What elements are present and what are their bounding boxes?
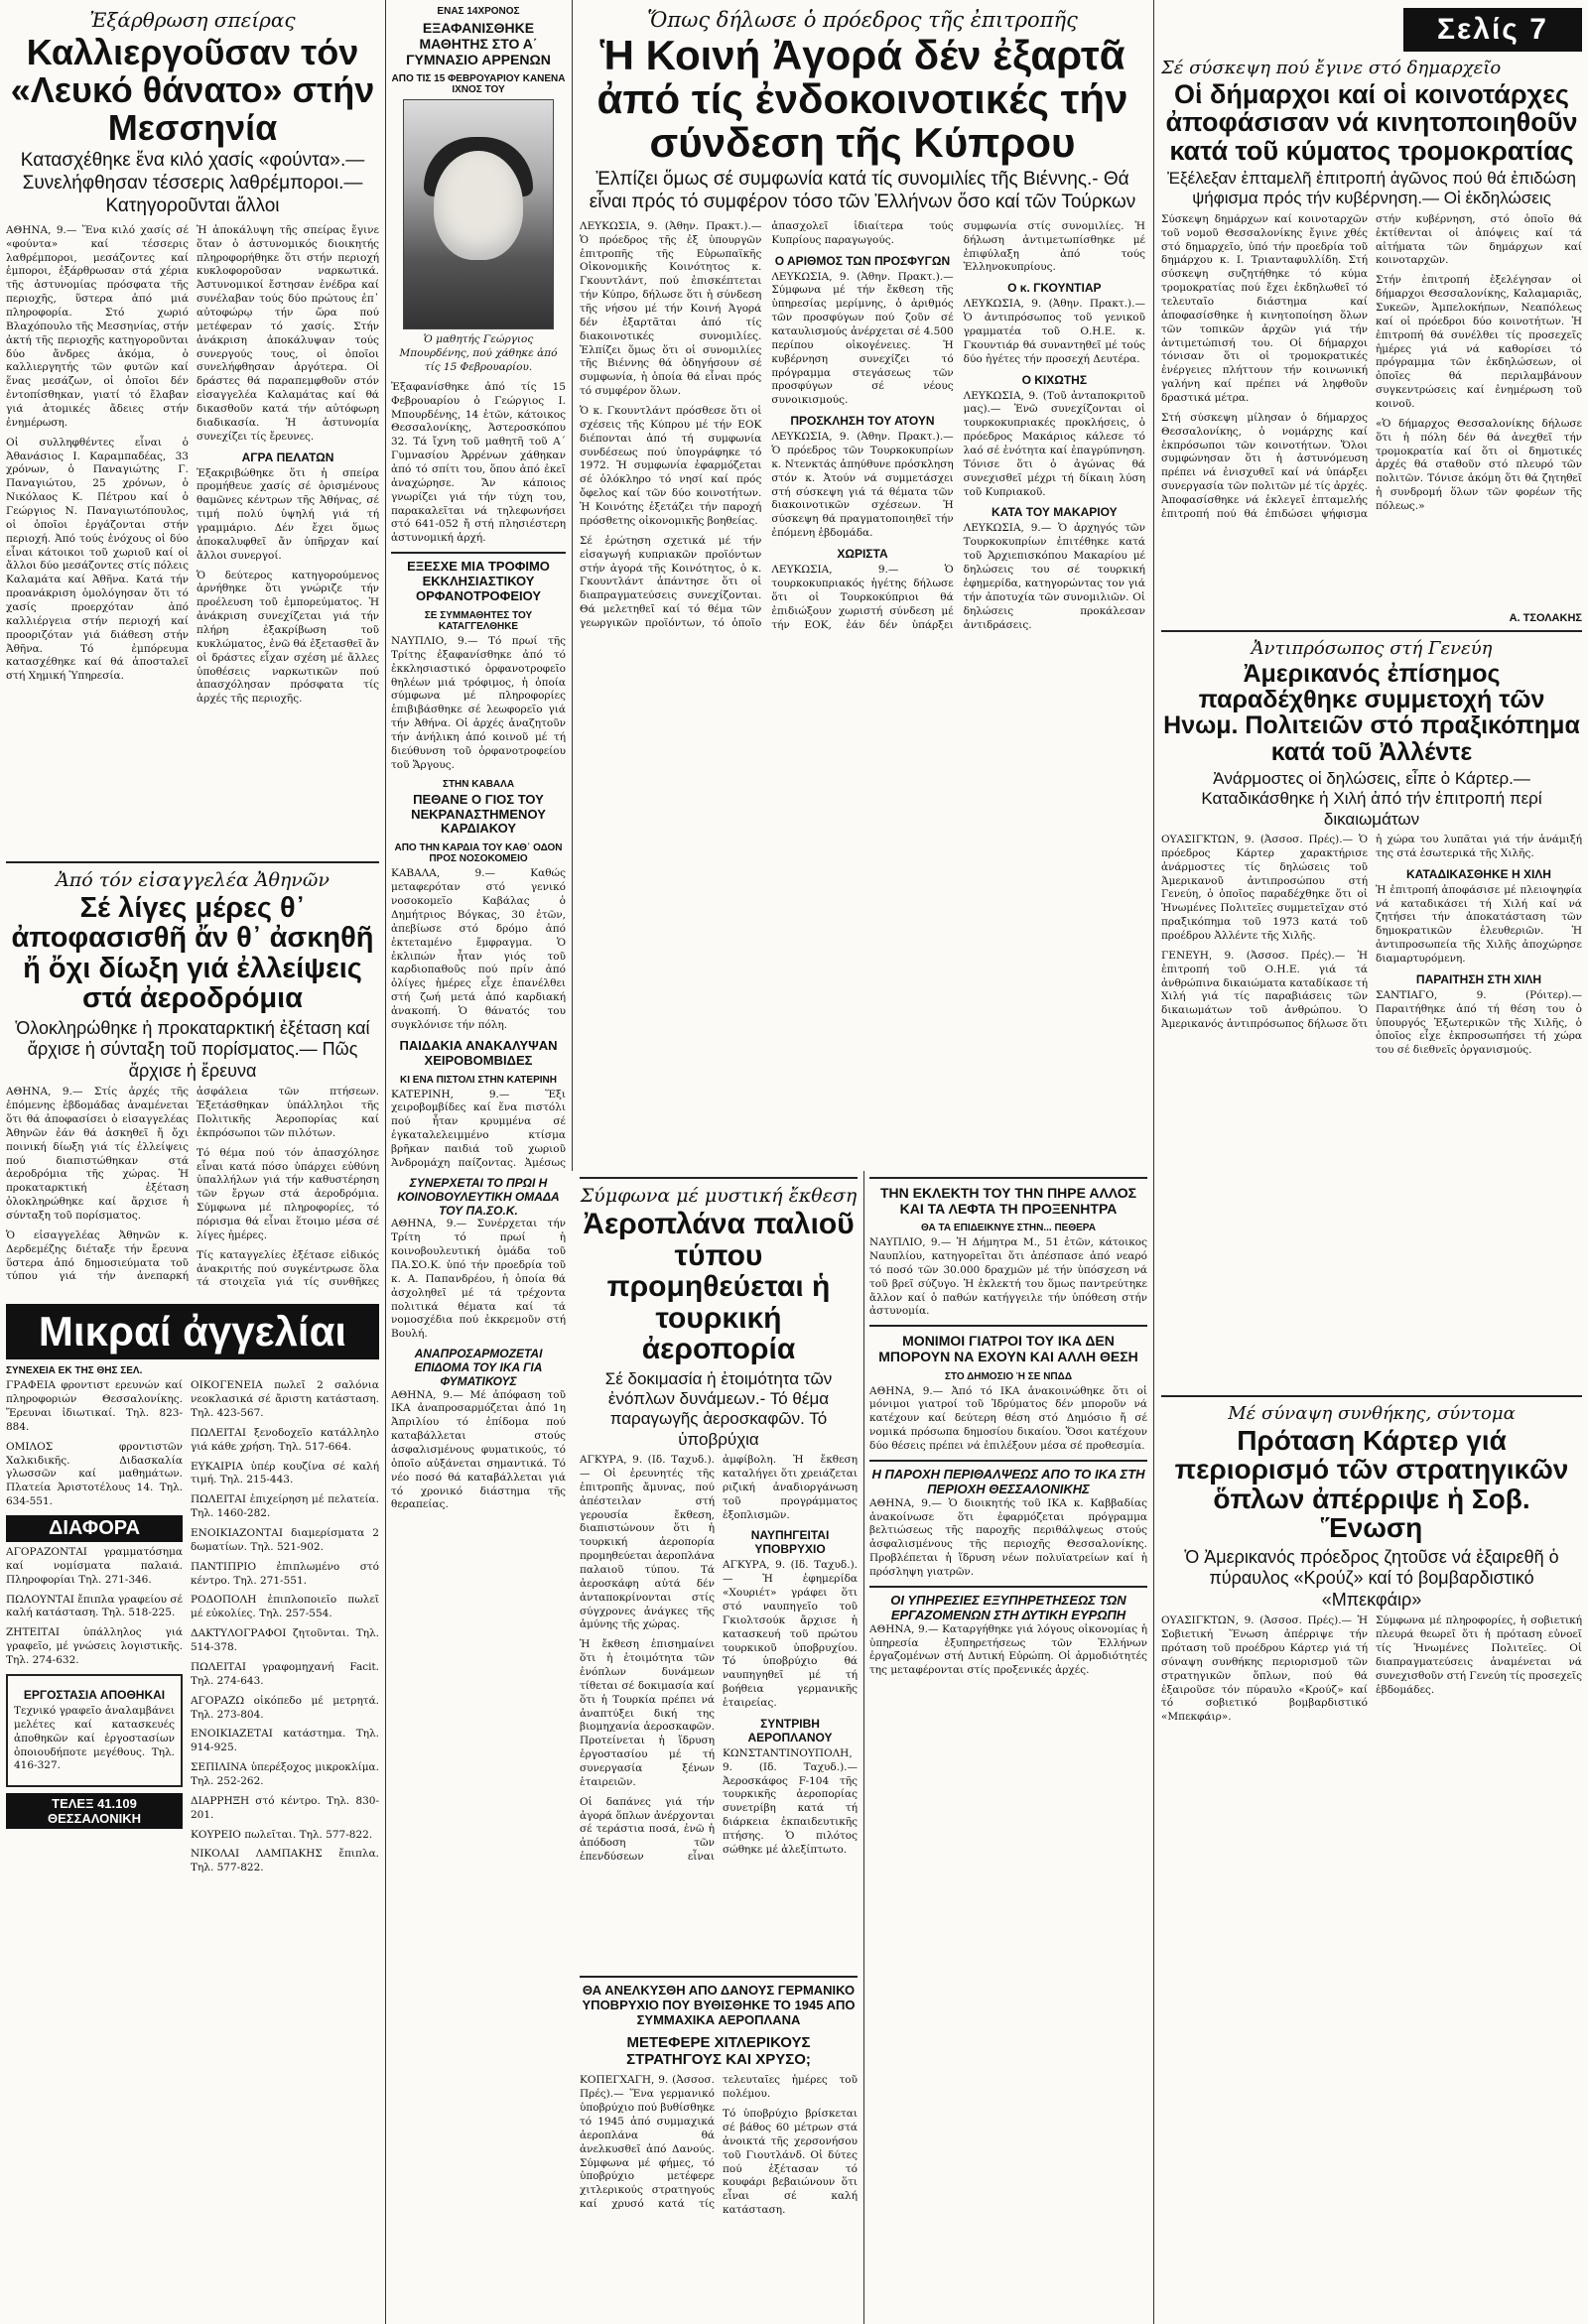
classified-title: Μικραί ἀγγελίαι (6, 1304, 379, 1359)
section-heading: ΠΡΟΣΚΛΗΣΗ ΤΟΥ ΑΤΟΥΝ (790, 414, 935, 429)
brief-headline: ΟΙ ΥΠΗΡΕΣΙΕΣ ΕΞΥΠΗΡΕΤΗΣΕΩΣ ΤΩΝ ΕΡΓΑΖΟΜΕΝΩΝ ΣΤΗ ΔΥΤΙΚΗ ΕΥΡΩΠΗ (890, 1592, 1126, 1622)
article-body (1161, 1614, 1582, 1912)
classified-ad: ΕΥΚΑΙΡΙΑ ὑπέρ κουζίνα σέ καλή τιμή. Τηλ. 215-443. (191, 1460, 379, 1486)
brief-headline: Η ΠΑΡΟΧΗ ΠΕΡΙΘΑΛΨΕΩΣ ΑΠΟ ΤΟ ΙΚΑ ΣΤΗ ΠΕΡΙΟΧΗ ΘΕΣΣΑΛΟΝΙΚΗΣ (871, 1466, 1145, 1496)
article-subhead: Ὁλοκληρώθηκε ἡ προκαταρκτική ἐξέταση καί ἄρχισε ἡ σύνταξη τοῦ πορίσματος.— Πῶς ἄρχισε ἡ ἔρευνα (15, 1017, 370, 1081)
article-paragraph: ΚΑΤΕΡΙΝΗ, 9.— Ἕξι χειροβομβίδες καί ἕνα πιστόλι πού ἦταν κρυμμένα σέ ἐγκαταλελειμμένο κτίσμα βρῆκαν παιδιά τοῦ χωριοῦ Ἀνδρομάχη παίζοντας. Ἀμέσως (391, 1088, 566, 1169)
classified-ad: ΕΝΟΙΚΙΑΖΟΝΤΑΙ διαμερίσματα 2 δωματίων. Τηλ. 521-902. (191, 1527, 379, 1553)
article-paragraph: Σέ ἐρώτηση σχετικά μέ τήν εἰσαγωγή κυπριακῶν προϊόντων στήν ἀγορά τῆς Κοινότητος, ὁ κ. Γκουντλάντ ἀπάντησε ὅτι οἱ διαπραγματεύσεις συνεχίζονται. Θά μελετηθεῖ καί τό θέμα τῶν γεωργικῶν προϊόντων, τό ὁποῖο ἀπασχολεῖ ἰδιαίτερα τούς Κυπρίους παραγωγούς. (580, 219, 954, 629)
divider (1161, 630, 1582, 632)
article-headline: Πρόταση Κάρτερ γιά περιορισμό τῶν στρατηγικῶν ὅπλων ἀπέρριψε ἡ Σοβ. Ἕνωση (1174, 1424, 1569, 1544)
brief-headline: ΠΕΘΑΝΕ Ο ΓΙΟΣ ΤΟΥ ΝΕΚΡΑΝΑΣΤΗΜΕΝΟΥ ΚΑΡΔΙΑΚΟΥ (411, 791, 546, 837)
article-paragraph: ΝΑΥΠΛΙΟ, 9.— Τό πρωί τῆς Τρίτης ἐξαφανίσθηκε ἀπό τό ἐκκλησιαστικό ὀρφανοτροφεῖο θηλέων μιά τρόφιμος, ἡ ὁποία σύμφωνα μέ πληροφορίες ἐπιβιβάσθηκε σέ λεωφορεῖο γιά τήν Ἀθήνα. Οἱ ἀρχές ἀναζητοῦν τήν ἀνήλικη ἀπό κοινοῦ μέ τή διεύθυνση τοῦ ὀρφανοτροφείου τοῦ Ἄργους. (391, 634, 566, 771)
article-paragraph: Ἡ ἐπιτροπή ἀποφάσισε μέ πλειοψηφία νά καταδικάσει τή Χιλή καί νά ζητήσει τήν ἀποκατάσταση τῶν δημοκρατικῶν ἐλευθεριῶν. Ἡ ἀντιπροσωπεία τῆς Χιλῆς ἀποχώρησε διαμαρτυρόμενη. (1376, 883, 1582, 965)
right-column (1161, 0, 1582, 2324)
section-heading: ΑΓΡΑ ΠΕΛΑΤΩΝ (241, 450, 334, 464)
divider (6, 861, 379, 863)
article-subhead: Ἀνάρμοστες οἱ δηλώσεις, εἶπε ὁ Κάρτερ.— Καταδικάσθηκε ἡ Χιλή ἀπό τήν ἐπιτροπή περί δικαιωμάτων (1201, 768, 1542, 829)
article-kicker: Ὅπως δήλωσε ὁ πρόεδρος τῆς ἐπιτροπῆς (647, 8, 1078, 32)
article-paragraph: Τό ὑποβρύχιο βρίσκεται σέ βάθος 60 μέτρων στά ἀνοικτά τῆς χερσονήσου τοῦ Γιουτλάνδ. Οἱ δύτες πού ἐξέτασαν τό κουφάρι βεβαιώνουν ὅτι εἶναι σέ καλή κατάσταση. (723, 2108, 858, 2217)
brief-headline: ΑΝΑΠΡΟΣΑΡΜΟΖΕΤΑΙ ΕΠΙΔΟΜΑ ΤΟΥ ΙΚΑ ΓΙΑ ΦΥΜΑΤΙΚΟΥΣ (414, 1347, 543, 1388)
center-column (580, 0, 1145, 1171)
article-paragraph: Οἱ δαπάνες γιά τήν ἀγορά ὅπλων ἀνέρχονται σέ τεράστια ποσά, ἐνῶ ἡ ἀπόδοση τῶν ἐπενδύσεων εἶναι ἀμφίβολη. Ἡ ἔκθεση καταλήγει ὅτι χρειάζεται ριζική ἀναδιοργάνωση τοῦ προγράμματος ἐξοπλισμῶν. (580, 1454, 858, 1864)
article-body (6, 1086, 379, 1296)
column-rule (385, 0, 386, 2324)
brief-headline: ΜΟΝΙΜΟΙ ΓΙΑΤΡΟΙ ΤΟΥ ΙΚΑ ΔΕΝ ΜΠΟΡΟΥΝ ΝΑ ΕΧΟΥΝ ΚΑΙ ΑΛΛΗ ΘΕΣΗ (878, 1333, 1138, 1365)
article-paragraph: ΑΘΗΝΑ, 9.— Συνέρχεται τήν Τρίτη τό πρωί ἡ κοινοβουλευτική ὁμάδα τοῦ ΠΑ.ΣΟ.Κ. ὑπό τήν προεδρία τοῦ κ. Α. Παπανδρέου, ἡ ὁποία θά ἀσχοληθεῖ μέ τά τρέχοντα πολιτικά θέματα καί τά νομοσχέδια πού ἐκκρεμοῦν στή Βουλή. (391, 1218, 566, 1341)
article-paragraph: ΣΑΝΤΙΑΓΟ, 9. (Ρόιτερ).— Παραιτήθηκε ἀπό τή θέση του ὁ ὑπουργός Ἐξωτερικῶν τῆς Χιλῆς, ὁ ὁποῖος εἶχε ἐκπροσωπήσει τή χώρα του σέ διεθνεῖς ὀργανισμούς. (1376, 988, 1582, 1057)
brief-headline: ΕΞΑΦΑΝΙΣΘΗΚΕ ΜΑΘΗΤΗΣ ΣΤΟ Α΄ ΓΥΜΝΑΣΙΟ ΑΡΡΕΝΩΝ (406, 20, 551, 68)
article-subhead: Ὁ Ἀμερικανός πρόεδρος ζητοῦσε νά ἐξαιρεθῆ ὁ πύραυλος «Κρούζ» καί τό βομβαρδιστικό «Μπεκφάιρ» (1184, 1546, 1559, 1610)
article-paragraph: ΓΕΝΕΥΗ, 9. (Ἀσσοσ. Πρές).— Ἡ ἐπιτροπή τοῦ Ο.Η.Ε. γιά τά ἀνθρώπινα δικαιώματα καταδίκασε τή Χιλή γιά τίς παραβιάσεις τῶν δικαιωμάτων τοῦ ἀνθρώπου. Ὁ Ἀμερικανός ἀντιπρόσωπος δήλωσε ὅτι ἡ χώρα του λυπᾶται γιά τήν ἀνάμιξή της στά ἐσωτερικά τῆς Χιλῆς. (1161, 833, 1582, 1031)
briefs-column (869, 1171, 1147, 2324)
article-subhead: Σέ δοκιμασία ἡ ἑτοιμότητα τῶν ἐνόπλων δυνάμεων.- Τό θέμα παραγωγῆς ἀεροσκαφῶν. Τό ὑποβρύχια (604, 1368, 833, 1449)
article-body (6, 224, 379, 855)
article-paragraph: Ὁ δεύτερος κατηγορούμενος ἀρνήθηκε ὅτι γνώριζε τήν προέλευση τοῦ ἐμπορεύματος. Ἡ ἀνάκριση συνεχίζεται γιά τήν πλήρη ἐξακρίβωση τοῦ κυκλώματος, ἐνῶ θά ἐξετασθεῖ ἄν οἱ δράστες εἶχαν σχέση μέ ἄλλες ὑποθέσεις ναρκωτικῶν πού ἀπασχόλησαν πρόσφατα τίς ἀρχές τῆς περιοχῆς. (197, 569, 379, 706)
article-kicker: Σέ σύσκεψη πού ἔγινε στό δημαρχεῖο (1161, 58, 1502, 78)
classified-ad: ΠΑΝΤΙΠΡΙΟ ἐπιπλωμένο στό κέντρο. Τηλ. 271-551. (191, 1560, 379, 1587)
article-paragraph: Στή σύσκεψη μίλησαν ὁ δήμαρχος Θεσσαλονίκης, ὁ νομάρχης καί ἐκπρόσωποι τῶν κοινοτήτων. Ὅλοι συμφώνησαν ὅτι ἡ ἀστυνόμευση πρέπει νά ἐνισχυθεῖ καί νά ὑπάρξει συνεργασία τῶν πολιτῶν μέ τίς ἀρχές. Ἀποφασίσθηκε νά ἐκλεγεῖ ἐπταμελής ἐπιτροπή πού θά ἐπιδώσει ψήφισμα στήν κυβέρνηση, στό ὁποῖο θά ἐκτίθενται οἱ ἀπόψεις καί τά αἰτήματα τῶν δημάρχων καί κοινοταρχῶν. (1161, 212, 1582, 520)
article-paragraph: ΑΓΚΥΡΑ, 9. (Ιδ. Ταχυδ.).— Οἱ ἐρευνητές τῆς ἐπιτροπῆς ἄμυνας, πού ἀπέστειλαν στή γερουσία ἔκθεση, διαπιστώνουν ὅτι ἡ τουρκική ἀεροπορία προμηθεύεται ἀεροπλάνα παλαιοῦ τύπου. Τά ἀεροσκάφη αὐτά δέν ἀνταποκρίνονται στίς σύγχρονες ἀνάγκες τῆς ἀμύνης τῆς χώρας. (580, 1454, 715, 1631)
section-heading: ΧΩΡΙΣΤΑ (837, 547, 888, 562)
article-paragraph: Οἱ συλληφθέντες εἶναι ὁ Ἀθανάσιος Ι. Καραμπαδέας, 33 χρόνων, ὁ Παναγιώτης Γ. Παναγιώτου, 25 χρόνων, ὁ Νικόλαος Κ. Πέτρου καί ὁ Γεώργιος Ν. Παναγιωτόπουλος, οἱ ὁποῖοι ἐργάζονται στήν περιοχή. Ἀπό τούς ἐνόχους οἱ δύο εἶναι κάτοικοι τοῦ χωριοῦ καί οἱ ἄλλοι δύο μεσάζοντες στίς πόλεις Καλαμάτα καί Ἀθῆνα. Κατά τήν προανάκριση ὁμολόγησαν ὅτι τό χασίς προερχόταν ἀπό καλλιέργεια στήν περιοχή καί προοριζόταν γιά διάθεση στήν Ἀθῆνα. Τό ἐμπόρευμα κατασχέθηκε καί θά ἀποσταλεῖ στή Χημική Ὑπηρεσία. (6, 436, 189, 683)
article-headline: Οἱ δήμαρχοι καί οἱ κοινοτάρχες ἀποφάσισαν νά κινητοποιηθοῦν κατά τοῦ κύματος τρομοκρατίας (1165, 79, 1578, 166)
article-subhead: Ἐλπίζει ὅμως σέ συμφωνία κατά τίς συνομιλίες τῆς Βιέννης.- Θά εἶναι πρός τό συμφέρον τόσο τῶν Ἑλλήνων ὅσο καί τῶν Τούρκων (589, 169, 1136, 213)
article-headline: Σέ λίγες μέρες θ᾽ ἀποφασισθῆ ἄν θ᾽ ἀσκηθῆ ἤ ὄχι δίωξη γιά ἐλλείψεις στά ἀεροδρόμια (11, 891, 374, 1015)
classified-column (191, 1379, 379, 1881)
brief-headline: ΠΑΙΔΑΚΙΑ ΑΝΑΚΑΛΥΨΑΝ ΧΕΙΡΟΒΟΜΒΙΔΕΣ (399, 1037, 558, 1068)
article-kicker: Μέ σύναψη συνθήκης, σύντομα (1228, 1402, 1516, 1424)
section-heading: Ο ΚΙΧΩΤΗΣ (1021, 372, 1088, 387)
classified-ads (6, 1379, 379, 1881)
masthead-area (1161, 0, 1582, 58)
article-body (1161, 834, 1582, 1389)
narrow-column-lower (391, 1171, 566, 2324)
column-rule (572, 0, 573, 1171)
article-paragraph: ΛΕΥΚΩΣΙΑ, 9. (Ἀθην. Πρακτ.).— Σύμφωνα μέ τήν ἔκθεση τῆς ὑπηρεσίας μερίμνης, ὁ ἀριθμός τῶν προσφύγων πού ζοῦν σέ καταυλισμούς ἀνέρχεται σέ 4.500 περίπου οἰκογένειες. Ἡ κυβέρνηση συνεχίζει τό πρόγραμμα στεγάσεως τῶν προσφύγων σέ νέους συνοικισμούς. (771, 270, 954, 407)
divider (869, 1586, 1147, 1588)
classified-ad: ΝΙΚΟΛΑΙ ΛΑΜΠΑΚΗΣ ἔπιπλα. Τηλ. 577-822. (191, 1848, 379, 1874)
article-paragraph: Σύμφωνα μέ πληροφορίες, ἡ σοβιετική πλευρά θεωρεῖ ὅτι ἡ πρόταση εὐνοεῖ τίς Ἡνωμένες Πολιτεῖες. Οἱ διαπραγματεύσεις ἀναμένεται νά συνεχισθοῦν στή Γενεύη τίς προσεχεῖς ἑβδομάδες. (1376, 1614, 1582, 1696)
classified-ad: ΔΑΚΤΥΛΟΓΡΑΦΟΙ ζητοῦνται. Τηλ. 514-378. (191, 1627, 379, 1654)
classified-ad: ΠΩΛΕΙΤΑΙ ξενοδοχεῖο κατάλληλο γιά κάθε χρήση. Τηλ. 517-664. (191, 1426, 379, 1453)
divider (869, 1177, 1147, 1179)
brief-subhead: ΣΤΟ ΔΗΜΟΣΙΟ Ή ΣΕ ΝΠΔΔ (944, 1370, 1073, 1382)
article-paragraph: Ὁ εἰσαγγελέας Ἀθηνῶν κ. Δερδεμέζης διέταξε τήν ἔρευνα ὕστερα ἀπό δημοσιεύματα τοῦ τύπου γιά τήν ἀνεπαρκή ἀσφάλεια τῶν πτήσεων. Ἐξετάσθηκαν ὑπάλληλοι τῆς Πολιτικῆς Ἀεροπορίας καί ἐκπρόσωποι τῶν πιλότων. (6, 1086, 379, 1283)
classified-ad: ΓΡΑΦΕΙΑ φροντιστ ερευνών καί πληροφοριών Θεσσαλονίκης. Ἔρευναι ἰδιωτικαί. Τηλ. 823-884. (6, 1379, 183, 1433)
article-paragraph: ΑΘΗΝΑ, 9.— Στίς ἀρχές τῆς ἐπόμενης ἑβδομάδας ἀναμένεται ὅτι θά ἀποφασίσει ὁ εἰσαγγελέας Ἀθηνῶν ἐάν θά ἀσκηθεῖ ἤ ὄχι ποινική δίωξη γιά τίς ἐλλείψεις πού διαπιστώθηκαν στά ἀεροδρόμια τῆς χώρας. Ἡ προκαταρκτική ἐξέταση ὁλοκληρώθηκε καί ἄρχισε ἡ σύνταξη τοῦ πορίσματος. (6, 1086, 189, 1223)
article-kicker: Ἀπό τόν εἰσαγγελέα Ἀθηνῶν (56, 868, 330, 891)
column-rule (863, 1171, 864, 2324)
ad-box-title: ΕΡΓΟΣΤΑΣΙΑ ΑΠΟΘΗΚΑΙ (23, 1687, 166, 1702)
classified-ad: ΚΟΥΡΕΙΟ πωλεῖται. Τηλ. 577-822. (191, 1828, 373, 1841)
article-paragraph: Ἐξαφανίσθηκε ἀπό τίς 15 Φεβρουαρίου ὁ Γεώργιος Ι. Μπουρδένης, 14 ἐτῶν, κάτοικος Θεσσαλονίκης, Ἀστεροσκόπου 32. Τά ἴχνη τοῦ μαθητῆ τοῦ Α΄ Γυμνασίου Ἀρρένων χάθηκαν ἀπό τό σπίτι του, ὅπου ἀπό ἐκεῖ ἀναχώρησε. Ἄν κάποιος γνωρίζει γιά τήν τύχη του, παρακαλεῖται νά τηλεφωνήσει στό 641-052 ἤ στή πλησιέστερη ἀστυνομική ἀρχή. (391, 380, 566, 545)
article-kicker: Σύμφωνα μέ μυστική ἔκθεση (580, 1185, 858, 1207)
article-paragraph: ΑΘΗΝΑ, 9.— Ἕνα κιλό χασίς σέ «φούντα» καί τέσσερις λαθρέμποροι, μεσάζοντες καί ἐμποροι, ἐξάρθρωσαν στά χέρια τῆς ἀστυνομίας πρόσφατα τῆς περιοχῆς, ὕστερα ἀπό μιά πληροφορία. Στό χωριό Βλαχόπουλο τῆς Μεσσηνίας, στήν ἀκτή τῆς περιοχῆς κατηγοροῦνται δύο ἄνδρες ἀκόμα, ὁ καλλιεργητής τῶν φυτῶν καί ἕνας μεσάζων, οἱ ὁποῖοι δέν ἐντοπίσθηκαν, γιατί τό ἔλαβαν γιά ἀτομικές ἄδειες στήν ἐνημέρωση. (6, 223, 189, 429)
article-paragraph: ΑΘΗΝΑ, 9.— Ἀπό τό ΙΚΑ ἀνακοινώθηκε ὅτι οἱ μόνιμοι γιατροί τοῦ Ἱδρύματος δέν μποροῦν νά κατέχουν καί δεύτερη θέση στό Δημόσιο ἤ σέ νομικά πρόσωπα δημοσίου δικαίου. Ὅσοι κατέχουν δύο θέσεις πρέπει νά ἐπιλέξουν μέσα σέ προθεσμία. (869, 1384, 1147, 1452)
divider (869, 1325, 1147, 1327)
classified-continuation: ΣΥΝΕΧΕΙΑ ΕΚ ΤΗΣ ΘΗΣ ΣΕΛ. (6, 1365, 143, 1377)
classified-column (6, 1379, 183, 1881)
student-photo (403, 99, 554, 329)
article-paragraph: Τίς καταγγελίες ἐξέτασε εἰδικός ἀνακριτής πού συγκέντρωσε ὅλα τά στοιχεῖα γιά τίς συνθῆκες (197, 1248, 379, 1289)
article-headline: Καλλιεργοῦσαν τόν «Λευκό θάνατο» στήν Μεσσηνία (10, 32, 375, 148)
divider (580, 1177, 858, 1179)
section-heading: ΠΑΡΑΙΤΗΣΗ ΣΤΗ ΧΙΛΗ (1415, 971, 1542, 986)
ad-box-body: Τεχνικό γραφεῖο ἀναλαμβάνει μελέτες καί κατασκευές ἀποθηκῶν καί ἐργοστασίων ὁποιουδήποτε μεγέθους. Τηλ. 416-327. (14, 1704, 175, 1772)
article-headline: Ἡ Κοινή Ἀγορά δέν ἐξαρτᾶ ἀπό τίς ἐνδοκοινοτικές τήν σύνδεση τῆς Κύπρου (596, 32, 1128, 167)
article-paragraph: ΑΘΗΝΑ, 9.— Καταργήθηκε γιά λόγους οἰκονομίας ἡ ὑπηρεσία ἐξυπηρετήσεως τῶν Ἑλλήνων ἐργαζομένων στή Δυτική Εὐρώπη. Οἱ ἁρμοδιότητές της μεταφέρονται στίς προξενικές ἀρχές. (869, 1622, 1147, 1677)
article-paragraph: ΝΑΥΠΛΙΟ, 9.— Ἡ Δήμητρα Μ., 51 ἐτῶν, κάτοικος Ναυπλίου, κατηγορεῖται ὅτι ἀπέσπασε ἀπό νεαρό τό ποσό τῶν 30.000 δραχμῶν μέ τήν ὑπόσχεση νά τοῦ βρεῖ σύζυγο. Ἡ ἐκλεκτή του ὅμως παντρεύτηκε ἄλλον καί ὁ παθών κατήγγειλε τήν ὑπόθεση στήν ἀστυνομία. (869, 1236, 1147, 1318)
classified-ad: ΠΩΛΕΙΤΑΙ γραφομηχανή Facit. Τηλ. 274-643. (191, 1660, 379, 1687)
divider (580, 1976, 858, 1978)
article-paragraph: ΛΕΥΚΩΣΙΑ, 9. (Ἀθην. Πρακτ.).— Ὁ πρόεδρος τῶν Τουρκοκυπρίων κ. Ντενκτάς ἀπηύθυνε πρόσκληση στόν κ. Ἀτούν νά συμμετάσχει στή σύσκεψη γιά τά θέματα τῶν διακοινοτικῶν σχέσεων. Ἡ σύσκεψη θά πραγματοποιηθεῖ τήν ἐπόμενη ἑβδομάδα. (771, 431, 954, 540)
section-heading: ΚΑΤΑΔΙΚΑΣΘΗΚΕ Η ΧΙΛΗ (1406, 866, 1551, 881)
telex-footer: ΤΕΛΕΞ 41.109 ΘΕΣΣΑΛΟΝΙΚΗ (6, 1793, 183, 1829)
article-headline: Ἀεροπλάνα παλιοῦ τύπου προμηθεύεται ἡ τουρκική ἀεροπορία (583, 1208, 855, 1365)
classified-ad: ΑΓΟΡΑΖΩ οἰκόπεδο μέ μετρητά. Τηλ. 273-804. (191, 1694, 379, 1721)
page-number-badge: Σελίς 7 (1403, 8, 1582, 52)
brief-subhead: ΜΕΤΕΦΕΡΕ ΧΙΤΛΕΡΙΚΟΥΣ ΣΤΡΑΤΗΓΟΥΣ ΚΑΙ ΧΡΥΣΟ; (626, 2033, 811, 2069)
article-subhead: Ἐξέλεξαν ἐπταμελῆ ἐπιτροπή ἀγῶνος πού θά ἐπιδώση ψήφισμα πρός τήν κυβέρνηση.— Οἱ ἐκδηλώσεις (1167, 169, 1576, 208)
article-body (580, 1454, 858, 1970)
classified-ad: ΕΝΟΙΚΙΑΖΕΤΑΙ κατάστημα. Τηλ. 914-925. (191, 1728, 379, 1754)
photo-caption: Ὁ μαθητής Γεώργιος Μπουρδένης, πού χάθηκε ἀπό τίς 15 Φεβρουαρίου. (399, 333, 558, 373)
classified-ad: ΠΩΛΟΥΝΤΑΙ ἔπιπλα γραφείου σέ καλή κατάσταση. Τηλ. 518-225. (6, 1593, 183, 1619)
aero-article (580, 1171, 858, 2324)
classified-ad: ΟΙΚΟΓΕΝΕΙΑ πωλεῖ 2 σαλόνια νεοκλασικά σέ ἄριστη κατάσταση. Τηλ. 423-567. (191, 1379, 379, 1420)
brief-subhead: ΑΠΟ ΤΗΝ ΚΑΡΔΙΑ ΤΟΥ ΚΑΘ᾽ ΟΔΟΝ ΠΡΟΣ ΝΟΣΟΚΟΜΕΙΟ (394, 842, 563, 865)
classified-ad: ΖΗΤΕΙΤΑΙ ὑπάλληλος γιά γραφεῖο, μέ γνώσεις λογιστικῆς. Τηλ. 274-632. (6, 1626, 183, 1667)
article-subhead: Κατασχέθηκε ἕνα κιλό χασίς «φούντα».— Συνελήφθησαν τέσσερις λαθρέμποροι.— Κατηγοροῦνται ἄλλοι (20, 150, 365, 216)
photo-face (434, 151, 523, 260)
dateline-heading: ΣΤΗΝ ΚΑΒΑΛΑ (442, 778, 515, 790)
brief-headline: ΕΞΕΣΧΕ ΜΙΑ ΤΡΟΦΙΜΟ ΕΚΚΛΗΣΙΑΣΤΙΚΟΥ ΟΡΦΑΝΟΤΡΟΦΕΙΟΥ (407, 559, 550, 604)
article-paragraph: Σύσκεψη δημάρχων καί κοινοταρχῶν τοῦ νομοῦ Θεσσαλονίκης ἔγινε χθές στό δημαρχεῖο, ὑπό τήν προεδρία τοῦ δημάρχου κ. Ι. Τριανταφυλλίδη. Στή σύσκεψη συζητήθηκε τό κύμα τρομοκρατίας πού ἔχει ἐκδηλωθεῖ τό τελευταῖο διάστημα καί ἀποφασίσθηκε ἡ κινητοποίηση ὅλων τῶν τοπικῶν ἀρχῶν γιά τήν ἀντιμετώπισή του. Οἱ δήμαρχοι τόνισαν ὅτι οἱ τρομοκρατικές ἐνέργειες πλήττουν τήν κοινωνική γαλήνη καί πρέπει νά ληφθοῦν δραστικά μέτρα. (1161, 212, 1368, 404)
brief-subhead: ΚΙ ΕΝΑ ΠΙΣΤΟΛΙ ΣΤΗΝ ΚΑΤΕΡΙΝΗ (400, 1074, 557, 1086)
article-paragraph: ΟΥΑΣΙΓΚΤΩΝ, 9. (Ἀσσοσ. Πρές).— Ὁ πρόεδρος Κάρτερ χαρακτήρισε ἀνάρμοστες τίς δηλώσεις τοῦ Ἀμερικανοῦ ἀντιπροσώπου στή Γενεύη, ὁ ὁποῖος παραδέχθηκε ὅτι οἱ Ἡνωμένες Πολιτεῖες συμμετεῖχαν στό πραξικόπημα τοῦ 1973 κατά τοῦ προέδρου Ἀλλέντε τῆς Χιλῆς. (1161, 833, 1368, 942)
article-body (1161, 213, 1582, 610)
left-column (6, 0, 379, 2324)
article-body (580, 2074, 858, 2272)
brief-headline: ΤΗΝ ΕΚΛΕΚΤΗ ΤΟΥ ΤΗΝ ΠΗΡΕ ΑΛΛΟΣ ΚΑΙ ΤΑ ΛΕΦΤΑ ΤΗ ΠΡΟΞΕΝΗΤΡΑ (879, 1185, 1137, 1218)
classified-ad: ΣΕΠΙΛΙΝΑ ὑπερέξοχος μικροκλίμα. Τηλ. 252-262. (191, 1761, 379, 1787)
article-paragraph: «Ὁ δήμαρχος Θεσσαλονίκης δήλωσε ὅτι ἡ πόλη δέν θά ἀνεχθεῖ τήν τρομοκρατία καί ὅτι οἱ δημοτικές ἀρχές θά σταθοῦν στό πλευρό τῶν πολιτῶν. Τόνισε ἀκόμη ὅτι θά ζητηθεῖ ἡ συνδρομή ὅλων τῶν φορέων τῆς πόλεως.» (1376, 417, 1582, 512)
article-paragraph: ΛΕΥΚΩΣΙΑ, 9. (Ἀθην. Πρακτ.).— Ὁ πρόεδρος τῆς ἐξ ὑπουργῶν ἐπιτροπῆς τῆς Εὐρωπαϊκῆς Οἰκονομικῆς Κοινότητος κ. Γκουντλάντ, πού ἐπισκέπτεται τήν Κύπρο, δήλωσε ὅτι ἡ σύνδεση τῆς νήσου μέ τήν Κοινή Ἀγορά δέν ἐξαρτᾶται ἀπό τίς διακοινοτικές συνομιλίες. Ἐλπίζει ὅμως ὅτι οἱ συνομιλίες τῆς Βιέννης θά ὁδηγήσουν σέ συμφωνία, ἡ ὁποία θά εἶναι πρός τό συμφέρον ὅλων. (580, 219, 762, 398)
divider (1161, 1395, 1582, 1397)
byline: Α. ΤΣΟΛΑΚΗΣ (1509, 611, 1582, 624)
article-paragraph: ΚΩΝΣΤΑΝΤΙΝΟΥΠΟΛΗ, 9. (Ιδ. Ταχυδ.).— Ἀεροσκάφος F-104 τῆς τουρκικῆς ἀεροπορίας συνετρίβη κατά τή διάρκεια ἐκπαιδευτικῆς πτήσης. Ὁ πιλότος σώθηκε μέ ἀλεξίπτωτο. (723, 1746, 858, 1856)
divider (391, 552, 566, 554)
article-paragraph: ΛΕΥΚΩΣΙΑ, 9.— Ὁ ἀρχηγός τῶν Τουρκοκυπρίων ἐπιτέθηκε κατά τοῦ Ἀρχιεπισκόπου Μακαρίου μέ δηλώσεις του σέ τουρκική ἐφημερίδα, κατηγορώντας τον γιά τήν ἀποτυχία τῶν συνομιλιῶν. Οἱ δηλώσεις προκάλεσαν ἀντιδράσεις. (963, 522, 1145, 631)
article-paragraph: ΟΥΑΣΙΓΚΤΩΝ, 9. (Ἀσσοσ. Πρές).— Ἡ Σοβιετική Ἕνωση ἀπέρριψε τήν πρόταση τοῦ προέδρου Κάρτερ γιά τή σύναψη συνθήκης περιορισμοῦ τῶν στρατηγικῶν ὅπλων, πού θά ἐξαιροῦσε τόν πύραυλο «Κρούζ» καί τό σοβιετικό βομβαρδιστικό «Μπεκφάιρ». (1161, 1614, 1368, 1724)
article-paragraph: ΚΑΒΑΛΑ, 9.— Καθώς μεταφερόταν στό γενικό νοσοκομεῖο Καβάλας ὁ Δημήτριος Βόγκας, 30 ἐτῶν, ἀπεβίωσε στό δρόμο ἀπό ἐκτεταμένο ἔμφραγμα. Ὁ ἐκλιπών ἦταν γιός τοῦ καρδιοπαθοῦς πού πρίν ἀπό ὀλίγες ἡμέρες εἶχε ἐπανέλθει στή ζωή μετά ἀπό καρδιακή ἀνακοπή. Ὁ θάνατός του συγκλόνισε τήν πόλη. (391, 867, 566, 1031)
classified-ad: ΔΙΑΡΡΗΞΗ στό κέντρο. Τηλ. 830-201. (191, 1794, 379, 1821)
classified-ad: ΠΩΛΕΙΤΑΙ ἐπιχείρηση μέ πελατεία. Τηλ. 1460-282. (191, 1493, 379, 1520)
section-heading: ΝΑΥΠΗΓΕΙΤΑΙ ΥΠΟΒΡΥΧΙΟ (750, 1528, 830, 1557)
article-paragraph: ΑΓΚΥΡΑ, 9. (Ιδ. Ταχυδ.).— Ἡ ἐφημερίδα «Χουριέτ» γράφει ὅτι στό ναυπηγεῖο τοῦ Γκιολτσούκ ἄρχισε ἡ κατασκευή τοῦ πρώτου τουρκικοῦ ὑποβρυχίου. Τό ὑποβρύχιο θά ναυπηγηθεῖ μέ τή βοήθεια γερμανικῆς ἑταιρείας. (723, 1559, 858, 1709)
divider (869, 1460, 1147, 1462)
classified-ad: ΟΜΙΛΟΣ φροντιστῶν Χαλκιδικῆς. Διδασκαλία γλωσσῶν καί μαθημάτων. Πλατεία Ἀριστοτέλους 14. Τηλ. 634-551. (6, 1440, 183, 1508)
article-body (580, 220, 1145, 1074)
section-heading: ΣΥΝΤΡΙΒΗ ΑΕΡΟΠΛΑΝΟΥ (747, 1716, 833, 1744)
article-paragraph: ΛΕΥΚΩΣΙΑ, 9. (Ἀθην. Πρακτ.).— Ὁ ἀντιπρόσωπος τοῦ γενικοῦ γραμματέα τοῦ Ο.Η.Ε. κ. Γκουντιάρ θά συναντηθεῖ μέ τούς δύο ἡγέτες τήν προσεχή Δευτέρα. (963, 298, 1145, 365)
article-headline: Ἀμερικανός ἐπίσημος παραδέχθηκε συμμετοχή τῶν Ηνωμ. Πολιτειῶν στό πραξικόπημα κατά τοῦ Ἀλλέντε (1163, 659, 1580, 766)
article-paragraph: Ὁ κ. Γκουντλάντ πρόσθεσε ὅτι οἱ σχέσεις τῆς Κύπρου μέ τήν ΕΟΚ διέπονται ἀπό τή συμφωνία συνδέσεως πού ὑπογράφηκε τό 1972. Ἡ συμφωνία ἐφαρμόζεται σέ ὁλόκληρο τό νησί καί πρός ὄφελος καί τῶν δύο κοινοτήτων. Ἡ Κοινότης ἐξετάζει τήν παροχή πρόσθετης οἰκονομικῆς βοηθείας. (580, 405, 762, 527)
brief-headline: ΣΥΝΕΡΧΕΤΑΙ ΤΟ ΠΡΩΙ Η ΚΟΙΝΟΒΟΥΛΕΥΤΙΚΗ ΟΜΑΔΑ ΤΟΥ ΠΑ.ΣΟ.Κ. (397, 1176, 560, 1218)
section-heading: ΚΑΤΑ ΤΟΥ ΜΑΚΑΡΙΟΥ (992, 505, 1118, 520)
classified-section-heading: ΔΙΑΦΟΡΑ (6, 1515, 183, 1542)
article-paragraph: Ἡ ἀποκάλυψη τῆς σπείρας ἔγινε ὅταν ὁ ἀστυνομικός διοικητής πληροφορήθηκε ὅτι στήν περιοχή κυκλοφοροῦσαν ναρκωτικά. Ἀστυνομικοί ἔστησαν ἐνέδρα καί συνέλαβαν τούς δύο πρώτους ἐπ᾽ αὐτοφώρῳ τήν ὥρα πού μετέφεραν τό χασίς. Στήν ἀνάκριση ἀποκάλυψαν τούς συνεργούς τους, οἱ ὁποῖοι συνελήφθησαν ἀργότερα. Οἱ δράστες θά παραπεμφθοῦν στόν εἰσαγγελέα Καλαμάτας καί θά δικασθοῦν κατά τήν αὐτόφωρη διαδικασία. Ἡ ἀστυνομία συνεχίζει τίς ἔρευνες. (197, 223, 379, 443)
article-paragraph: Τό θέμα πού τόν ἀπασχόλησε εἶναι κατά πόσο ὑπάρχει εὐθύνη ὑπαλλήλων γιά τήν καθυστέρηση τῶν ἔργων στά ἀεροδρόμια. Σύμφωνα μέ πληροφορίες, τό πόρισμα θά εἶναι ἕτοιμο μέσα σέ λίγες ἡμέρες. (197, 1146, 379, 1241)
article-paragraph: ΑΘΗΝΑ, 9.— Ὁ διοικητής τοῦ ΙΚΑ κ. Καββαδίας ἀνακοίνωσε ὅτι ἐφαρμόζεται πρόγραμμα βελτιώσεως τῆς παροχῆς περιθάλψεως στούς ἀσφαλισμένους τῆς περιοχῆς Θεσσαλονίκης. Προβλέπεται ἡ ἵδρυση νέων πολυϊατρείων καί ἡ πρόσληψη γιατρῶν. (869, 1496, 1147, 1578)
brief-subhead: ΣΕ ΣΥΜΜΑΘΗΤΕΣ ΤΟΥ ΚΑΤΑΓΓΕΛΘΗΚΕ (424, 609, 533, 632)
section-heading: Ο κ. ΓΚΟΥΝΤΙΑΡ (1007, 281, 1102, 296)
section-heading: Ο ΑΡΙΘΜΟΣ ΤΩΝ ΠΡΟΣΦΥΓΩΝ (774, 253, 951, 268)
article-paragraph: Στήν ἐπιτροπή ἐξελέγησαν οἱ δήμαρχοι Θεσσαλονίκης, Καλαμαριᾶς, Συκεῶν, Ἀμπελοκήπων, Νεαπόλεως καί οἱ πρόεδροι δύο κοινοτήτων. Ἡ ἐπιτροπή θά συνέλθει τίς προσεχεῖς ἡμέρες γιά νά καθορίσει τό πρόγραμμα τῶν ἐκδηλώσεων, οἱ ὁποῖες θά περιλαμβάνουν συγκεντρώσεις καί ἐνημέρωση τοῦ κοινοῦ. (1376, 274, 1582, 410)
brief-subhead: ΘΑ ΤΑ ΕΠΙΔΕΙΚΝΥΕ ΣΤΗΝ... ΠΕΘΕΡΑ (921, 1223, 1096, 1234)
article-paragraph: ΑΘΗΝΑ, 9.— Μέ ἀπόφαση τοῦ ΙΚΑ ἀναπροσαρμόζεται ἀπό 1η Ἀπριλίου τό ἐπίδομα πού καταβάλλεται στούς ἀσφαλισμένους φυματικούς, τό ὁποῖο αὐξάνεται σημαντικά. Τό νέο ποσό θά καταβάλλεται γιά τό χρονικό διάστημα τῆς θεραπείας. (391, 1388, 566, 1511)
column-rule (1153, 0, 1154, 2324)
brief-kicker: ΕΝΑΣ 14ΧΡΟΝΟΣ (437, 6, 520, 17)
article-paragraph: ΚΟΠΕΓΧΑΓΗ, 9. (Ἀσσοσ. Πρές).— Ἕνα γερμανικό ὑποβρύχιο πού βυθίσθηκε τό 1945 ἀπό συμμαχικά ἀεροπλάνα θά ἀνελκυσθεῖ ἀπό Δανούς. Σύμφωνα μέ φήμες, τό ὑποβρύχιο μετέφερε χιτλερικούς στρατηγούς καί χρυσό κατά τίς τελευταῖες ἡμέρες τοῦ πολέμου. (580, 2074, 858, 2211)
article-paragraph: ΛΕΥΚΩΣΙΑ, 9. (Τοῦ ἀνταποκριτοῦ μας).— Ἐνῶ συνεχίζονται οἱ τουρκοκυπριακές προκλήσεις, ὁ πρόεδρος Μακάριος κάλεσε τό λαό σέ ἑνότητα καί ἐπαγρύπνηση. Τόνισε ὅτι ὁ ἀγώνας θά συνεχισθεῖ μέχρι τή δίκαιη λύση τοῦ Κυπριακοῦ. (963, 389, 1145, 498)
article-kicker: Ἐξάρθρωση σπείρας (89, 8, 296, 32)
article-kicker: Ἀντιπρόσωπος στή Γενεύη (1251, 637, 1493, 659)
article-paragraph: Ἡ ἔκθεση ἐπισημαίνει ὅτι ἡ ἑτοιμότητα τῶν ἐνόπλων δυνάμεων τίθεται σέ δοκιμασία καί ὅτι ἡ Τουρκία πρέπει νά ἀναπτύξει δική της βιομηχανία ἀεροσκαφῶν. Προτείνεται ἡ ἵδρυση ἐργοστασίου μέ τή συνεργασία ξένων ἑταιρειῶν. (580, 1638, 715, 1788)
brief-subhead: ΑΠΟ ΤΙΣ 15 ΦΕΒΡΟΥΑΡΙΟΥ ΚΑΝΕΝΑ ΙΧΝΟΣ ΤΟΥ (391, 73, 566, 96)
article-paragraph: ΛΕΥΚΩΣΙΑ, 9.— Ὁ τουρκοκυπριακός ἡγέτης δήλωσε ὅτι οἱ Τουρκοκύπριοι θά ἐπιδιώξουν χωριστή σύνδεση μέ τήν ΕΟΚ, ἐάν δέν ὑπάρξει συμφωνία στίς συνομιλίες. Ἡ δήλωση ἀντιμετωπίσθηκε μέ ἐπιφύλαξη ἀπό τούς Ἑλληνοκυπρίους. (771, 219, 1145, 631)
article-paragraph: Ἐξακριβώθηκε ὅτι ἡ σπείρα προμήθευε χασίς σέ ὁρισμένους θαμῶνες κέντρων τῆς Ἀθήνας, σέ τιμή πολύ ὑψηλή γιά τή γραμμάριο. Δέν ἔχει ὅμως ἀποκαλυφθεῖ ἄν ὑπῆρχαν καί ἄλλοι συνεργοί. (197, 466, 379, 562)
brief-headline: ΘΑ ΑΝΕΛΚΥΣΘΗ ΑΠΟ ΔΑΝΟΥΣ ΓΕΡΜΑΝΙΚΟ ΥΠΟΒΡΥΧΙΟ ΠΟΥ ΒΥΘΙΣΘΗΚΕ ΤΟ 1945 ΑΠΟ ΣΥΜΜΑΧΙΚΑ ΑΕΡΟΠΛΑΝΑ (582, 1983, 856, 2027)
classified-ad: ΡΟΔΟΠΟΛΗ ἐπιπλοποιεῖο πωλεῖ μέ εὐκολίες. Τηλ. 257-554. (191, 1594, 379, 1620)
classified-ad: ΑΓΟΡΑΖΟΝΤΑΙ γραμματόσημα καί νομίσματα παλαιά. Πληροφορίαι Τηλ. 271-346. (6, 1546, 183, 1586)
narrow-column (391, 0, 566, 1171)
ad-box (6, 1674, 183, 1787)
